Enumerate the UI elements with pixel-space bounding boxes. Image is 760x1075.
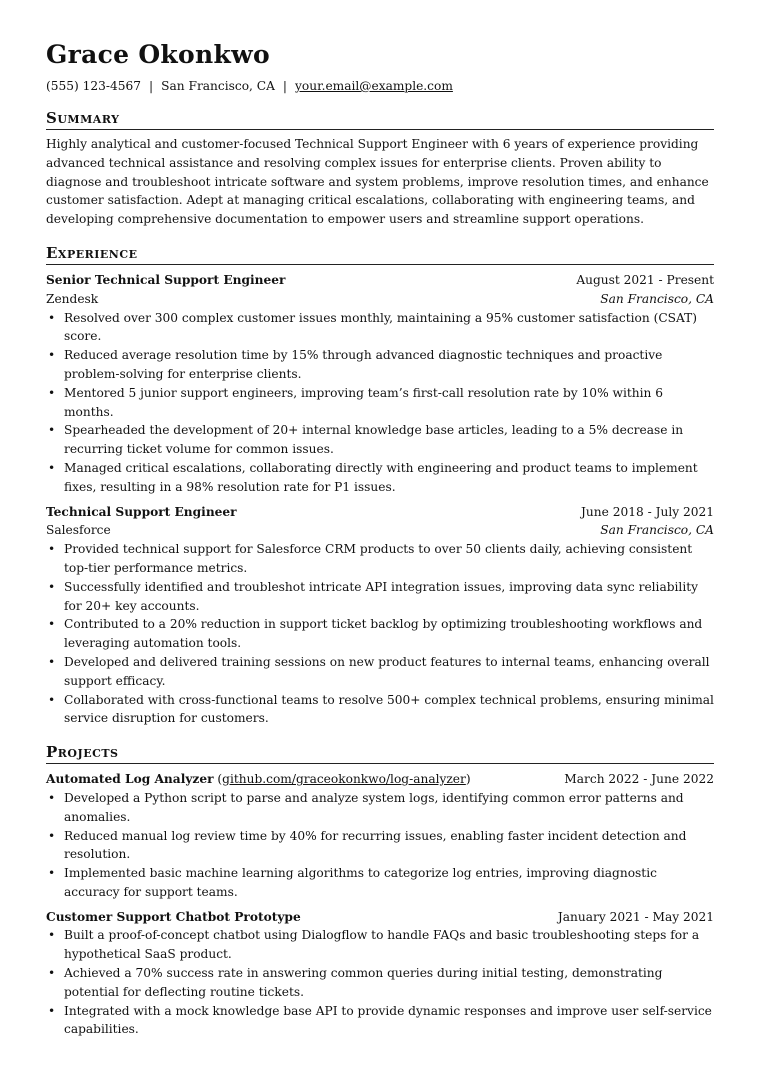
project-name: Automated Log Analyzer [46,772,214,787]
project-title-line [46,770,471,789]
job-dates: June 2018 - July 2021 [581,504,714,519]
section-title-summary: Summary [46,109,714,130]
project-entry [46,770,714,902]
project-bullets [46,926,714,1039]
job-entry [46,271,714,497]
bullet-item: • Built a proof-of-concept chatbot using Dialogflow to handle FAQs and basic troubleshooting steps for a hypothetical SaaS product. [46,926,714,964]
bullet-item: • Reduced manual log review time by 40% for recurring issues, enabling faster incident detection and resolution. [46,827,714,865]
bullet-item: • Integrated with a mock knowledge base API to provide dynamic responses and improve user self-service capabilities. [46,1002,714,1040]
summary-text: Highly analytical and customer-focused Technical Support Engineer with 6 years of experience providing advanced technical assistance and resolving complex issues for enterprise clients. Proven ability to diagnose and troubleshoot intricate software and system problems, improve resolution times, and enhance customer satisfaction. Adept at managing critical escalations, collaborating with engineering teams, and developing comprehensive documentation to empower users and streamline support operations. [46,137,709,227]
project-dates: March 2022 - June 2022 [564,772,714,787]
job-header [46,503,714,522]
bullet-item: • Developed a Python script to parse and analyze system logs, identifying common error patterns and anomalies. [46,789,714,827]
job-company: Salesforce [46,523,111,538]
project-entry [46,908,714,1040]
bullet-item: • Developed and delivered training sessions on new product features to internal teams, enhancing overall support efficacy. [46,653,714,691]
link-paren-open: ( [213,772,223,787]
bullet-item: • Achieved a 70% success rate in answering common queries during initial testing, demonstrating potential for deflecting routine tickets. [46,964,714,1002]
bullet-item: • Successfully identified and troubleshot intricate API integration issues, improving data sync reliability for 20+ key accounts. [46,578,714,616]
project-link[interactable]: github.com/graceokonkwo/log-analyzer [222,772,466,787]
bullet-item: • Contributed to a 20% reduction in support ticket backlog by optimizing troubleshooting workflows and leveraging automation tools. [46,615,714,653]
bullet-item: • Reduced average resolution time by 15% through advanced diagnostic techniques and proactive problem-solving for enterprise clients. [46,346,714,384]
job-role: Technical Support Engineer [46,504,237,519]
bullet-item: • Provided technical support for Salesforce CRM products to over 50 clients daily, achieving consistent top-tier performance metrics. [46,540,714,578]
bullet-item: • Mentored 5 junior support engineers, improving team’s first-call resolution rate by 10% within 6 months. [46,384,714,422]
job-header [46,271,714,290]
email-link[interactable]: your.email@example.com [295,79,453,93]
phone-number: (555) 123-4567 [46,79,142,93]
contact-separator: | [282,79,288,93]
resume-page [46,30,714,1039]
job-subheader [46,521,714,540]
job-location: San Francisco, CA [600,291,714,306]
contact-separator: | [149,79,154,93]
job-location: San Francisco, CA [600,523,714,538]
project-header [46,770,714,789]
location-text: San Francisco, CA [161,79,275,93]
bullet-item: • Collaborated with cross-functional teams to resolve 500+ complex technical problems, ensuring minimal service disruption for customers. [46,691,714,729]
project-header [46,908,714,927]
job-subheader [46,290,714,309]
bullet-item: • Implemented basic machine learning algorithms to categorize log entries, improving diagnostic accuracy for support teams. [46,864,714,902]
projects-section [46,743,714,1039]
job-entry [46,503,714,729]
experience-section [46,244,714,728]
candidate-name: Grace Okonkwo [46,40,270,69]
bullet-item: • Managed critical escalations, collaborating directly with engineering and product teams to implement fixes, resulting in a 98% resolution rate for P1 issues. [46,459,714,497]
project-name: Customer Support Chatbot Prototype [46,909,301,924]
job-bullets [46,540,714,728]
bullet-item: • Spearheaded the development of 20+ internal knowledge base articles, leading to a 5% decrease in recurring ticket volume for common issues. [46,421,714,459]
section-title-experience: Experience [46,244,714,265]
project-dates: January 2021 - May 2021 [557,909,714,924]
job-bullets [46,309,714,497]
link-paren-close: ) [465,772,471,787]
job-company: Zendesk [46,291,99,306]
job-dates: August 2021 - Present [576,272,714,287]
section-title-projects: Projects [46,743,714,764]
project-bullets [46,789,714,902]
bullet-item: • Resolved over 300 complex customer issues monthly, maintaining a 95% customer satisfaction (CSAT) score. [46,309,714,347]
contact-line [46,78,714,94]
job-role: Senior Technical Support Engineer [46,272,286,287]
summary-section [46,109,714,229]
